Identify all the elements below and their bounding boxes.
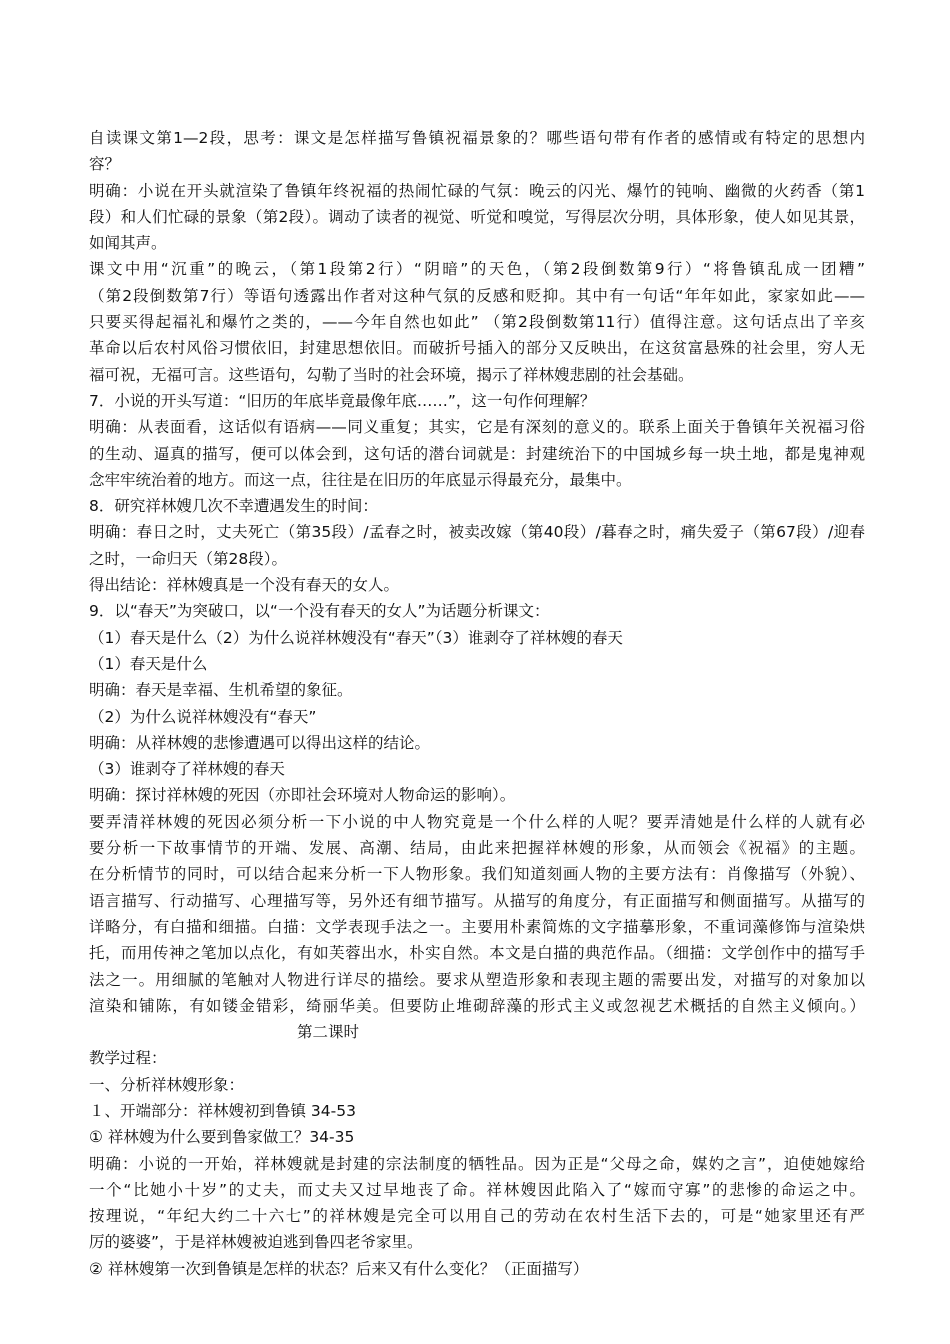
text-line: 如闻其声。 bbox=[89, 234, 167, 253]
text-line: 明确：小说在开头就渲染了鲁镇年终祝福的热闹忙碌的气氛：晚云的闪光、爆竹的钝响、幽微的火药香（第1 bbox=[89, 181, 865, 200]
text-line: 详略分，有白描和细描。白描：文学表现手法之一。主要用朴素简炼的文字描摹形象，不重词藻修饰与渲染烘 bbox=[89, 917, 865, 936]
text-line: 念牢牢统治着的地方。而这一点，往往是在旧历的年底显示得最充分，最集中。 bbox=[89, 470, 632, 489]
document-body bbox=[89, 125, 865, 1282]
text-line: 法之一。用细腻的笔触对人物进行详尽的描绘。要求从塑造形象和表现主题的需要出发，对描写的对象加以 bbox=[89, 970, 865, 989]
text-line: 福可祝，无福可言。这些语句，勾勒了当时的社会环境，揭示了祥林嫂悲剧的社会基础。 bbox=[89, 365, 694, 384]
text-line: （1）春天是什么（2）为什么说祥林嫂没有“春天”（3）谁剥夺了祥林嫂的春天 bbox=[89, 628, 623, 647]
text-line: 教学过程： bbox=[89, 1049, 167, 1068]
text-line: 段）和人们忙碌的景象（第2段）。调动了读者的视觉、听觉和嗅觉，写得层次分明，具体形象，使人如见其景， bbox=[89, 207, 865, 226]
text-line: （2）为什么说祥林嫂没有“春天” bbox=[89, 707, 317, 726]
text-line: 要弄清祥林嫂的死因必须分析一下小说的中人物究竟是一个什么样的人呢？要弄清她是什么样的人就有必 bbox=[89, 812, 865, 831]
text-line: 渲染和铺陈，有如镂金错彩，绮丽华美。但要防止堆砌辞藻的形式主义或忽视艺术概括的自然主义倾向。） bbox=[89, 996, 865, 1015]
text-line: 明确：从表面看，这话似有语病——同义重复；其实，它是有深刻的意义的。联系上面关于鲁镇年关祝福习俗 bbox=[89, 418, 865, 437]
text-line: 在分析情节的同时，可以结合起来分析一下人物形象。我们知道刻画人物的主要方法有：肖像描写（外貌）、 bbox=[89, 865, 865, 884]
text-line: 要分析一下故事情节的开端、发展、高潮、结局，由此来把握祥林嫂的形象，从而领会《祝福》的主题。 bbox=[89, 839, 865, 858]
text-line: （第2段倒数第7行）等语句透露出作者对这种气氛的反感和贬抑。其中有一句话“年年如此，家家如此—— bbox=[89, 286, 865, 305]
text-line: １、开端部分：祥林嫂初到鲁镇 34-53 bbox=[89, 1101, 356, 1120]
text-line: 的生动、逼真的描写，便可以体会到，这句话的潜台词就是：封建统治下的中国城乡每一块土地，都是鬼神观 bbox=[89, 444, 865, 463]
text-line: 只要买得起福礼和爆竹之类的，——今年自然也如此” （第2段倒数第11行）值得注意。这句话点出了辛亥 bbox=[89, 313, 865, 332]
text-line: 厉的婆婆”，于是祥林嫂被迫逃到鲁四老爷家里。 bbox=[89, 1233, 423, 1252]
text-line: 课文中用“沉重”的晚云，（第1段第2行）“阴暗”的天色，（第2段倒数第9行）“将鲁镇乱成一团糟” bbox=[89, 260, 865, 279]
text-line: 明确：小说的一开始，祥林嫂就是封建的宗法制度的牺牲品。因为正是“父母之命，媒妁之言”，迫使她嫁给 bbox=[89, 1154, 865, 1173]
text-line: 得出结论：祥林嫂真是一个没有春天的女人。 bbox=[89, 576, 400, 595]
text-line: 语言描写、行动描写、心理描写等，另外还有细节描写。从描写的角度分，有正面描写和侧面描写。从描写的 bbox=[89, 891, 865, 910]
text-line: 按理说，“年纪大约二十六七”的祥林嫂是完全可以用自己的劳动在农村生活下去的，可是“她家里还有严 bbox=[89, 1207, 865, 1226]
text-line: （3）谁剥夺了祥林嫂的春天 bbox=[89, 760, 285, 779]
text-line: 一个“比她小十岁”的丈夫，而丈夫又过早地丧了命。祥林嫂因此陷入了“嫁而守寡”的悲惨的命运之中。 bbox=[89, 1180, 865, 1199]
text-line: 明确：从祥林嫂的悲惨遭遇可以得出这样的结论。 bbox=[89, 733, 431, 752]
section-heading: 第二课时 bbox=[297, 1023, 360, 1042]
text-line: 一、分析祥林嫂形象： bbox=[89, 1075, 245, 1094]
text-line: 9．以“春天”为突破口，以“一个没有春天的女人”为话题分析课文： bbox=[89, 602, 550, 621]
text-line: 8．研究祥林嫂几次不幸遭遇发生的时间： bbox=[89, 497, 378, 516]
text-line: 革命以后农村风俗习惯依旧，封建思想依旧。而破折号插入的部分又反映出，在这贫富悬殊的社会里，穷人无 bbox=[89, 339, 865, 358]
text-line: 自读课文第1—2段，思考：课文是怎样描写鲁镇祝福景象的？哪些语句带有作者的感情或有特定的思想内 bbox=[89, 129, 865, 147]
text-line: ① 祥林嫂为什么要到鲁家做工？34-35 bbox=[89, 1128, 355, 1147]
text-line: 容？ bbox=[89, 155, 121, 174]
text-line: 托，而用传神之笔加以点化，有如芙蓉出水，朴实自然。本文是白描的典范作品。（细描：文学创作中的描写手 bbox=[89, 944, 865, 963]
text-line: 明确：春天是幸福、生机希望的象征。 bbox=[89, 681, 353, 700]
text-line: 之时，一命归天（第28段）。 bbox=[89, 549, 287, 568]
text-line: 明确：春日之时，丈夫死亡（第35段）/孟春之时，被卖改嫁（第40段）/暮春之时，痛失爱子（第67段）/迎春 bbox=[89, 523, 865, 542]
text-line: ② 祥林嫂第一次到鲁镇是怎样的状态？后来又有什么变化？（正面描写） bbox=[89, 1259, 589, 1278]
text-line: （1）春天是什么 bbox=[89, 654, 208, 673]
text-line: 7．小说的开头写道：“旧历的年底毕竟最像年底……”，这一句作何理解？ bbox=[89, 391, 596, 410]
text-line: 明确：探讨祥林嫂的死因（亦即社会环境对人物命运的影响）。 bbox=[89, 786, 516, 805]
